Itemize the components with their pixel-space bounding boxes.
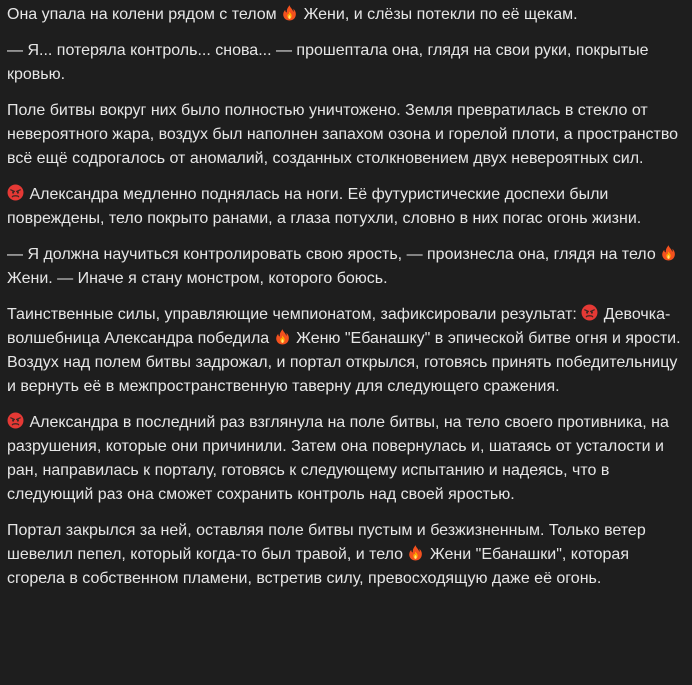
paragraph-text: Она упала на колени рядом с телом: [7, 6, 282, 23]
paragraph-text: Александра в последний раз взглянула на поле битвы, на тело своего противника, на разрушения, которые они причинили. Затем она повернулась и, шатаясь от усталости и ран, направилась к порталу, готовясь к следующему испытанию и надеясь, что в следующий раз она сможет сохранить контроль над своей яростью.: [7, 414, 669, 503]
paragraph-text: Жени "Ебанашки", которая сгорела в собственном пламени, встретив силу, превосходящую даже её огонь.: [7, 546, 629, 587]
paragraph: [7, 243, 684, 291]
paragraph: [7, 99, 684, 171]
paragraph: [7, 183, 684, 231]
angry-face-icon: [7, 412, 24, 429]
fire-icon: [274, 328, 291, 345]
paragraph: [7, 3, 684, 27]
paragraph-text: Жени, и слёзы потекли по её щекам.: [303, 6, 578, 23]
paragraph-text: Женю "Ебанашку" в эпической битве огня и ярости. Воздух над полем битвы задрожал, и портал открылся, готовясь принять победительницу и вернуть её в межпространственную таверну для следующего сражения.: [7, 330, 681, 395]
paragraph-text: Таинственные силы, управляющие чемпионатом, зафиксировали результат:: [7, 306, 582, 323]
paragraph: [7, 411, 684, 507]
angry-face-icon: [581, 304, 598, 321]
paragraph: [7, 519, 684, 591]
fire-icon: [660, 244, 677, 261]
angry-face-icon: [7, 184, 24, 201]
fire-icon: [281, 4, 298, 21]
paragraph-text: — Я должна научиться контролировать свою ярость, — произнесла она, глядя на тело: [7, 246, 661, 263]
paragraph-text: Александра медленно поднялась на ноги. Её футуристические доспехи были повреждены, тело покрыто ранами, а глаза потухли, словно в них погас огонь жизни.: [7, 186, 642, 227]
paragraph-text: Портал закрылся за ней, оставляя поле битвы пустым и безжизненным. Только ветер шевелил пепел, который когда-то был травой, и тело: [7, 522, 646, 563]
paragraph-text: Жени. — Иначе я стану монстром, которого боюсь.: [7, 270, 388, 287]
paragraph: [7, 303, 684, 399]
fire-icon: [407, 544, 424, 561]
paragraph-text: — Я... потеряла контроль... снова... — прошептала она, глядя на свои руки, покрытые кровью.: [7, 42, 649, 83]
paragraph-text: Девочка-волшебница Александра победила: [7, 306, 671, 347]
paragraph: [7, 39, 684, 87]
paragraph-text: Поле битвы вокруг них было полностью уничтожено. Земля превратилась в стекло от невероятного жара, воздух был наполнен запахом озона и горелой плоти, а пространство всё ещё содрогалось от аномалий, созданных столкновением двух невероятных сил.: [7, 102, 679, 167]
